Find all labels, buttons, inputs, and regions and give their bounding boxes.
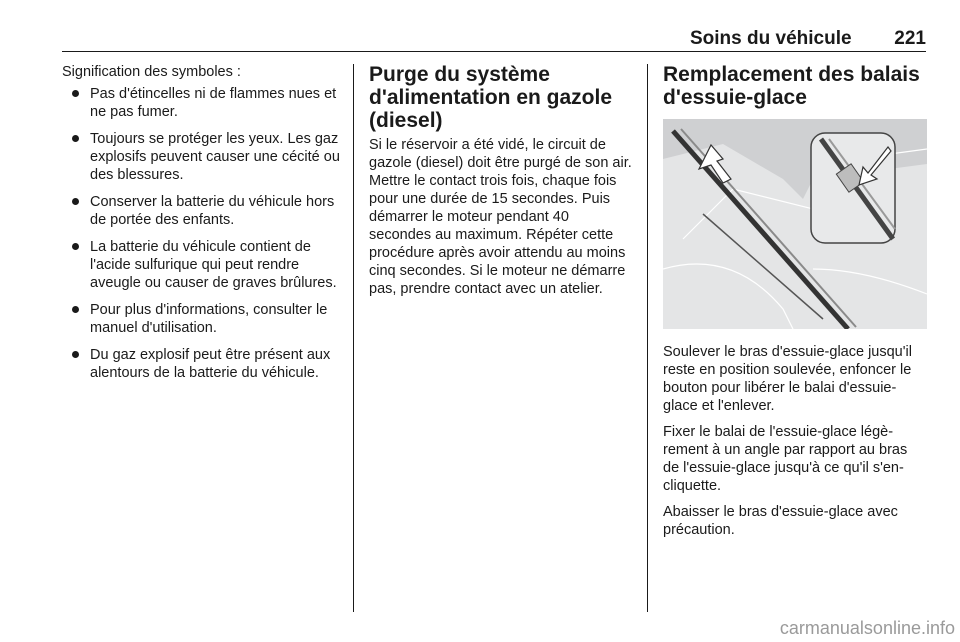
bullet-icon <box>72 306 79 313</box>
page-header-title: Soins du véhicule <box>690 28 852 49</box>
symbols-intro: Signification des symboles : <box>62 64 241 80</box>
list-item: Conserver la batterie du véhicule hors de portée des enfants. <box>62 193 346 229</box>
header-divider <box>62 51 926 52</box>
wiper-blade-illustration <box>663 119 927 329</box>
wiper-blade-drawing <box>663 119 927 329</box>
list-item: Pas d'étincelles ni de flammes nues et ne pas fumer. <box>62 85 346 121</box>
column-battery-symbols <box>62 63 346 391</box>
list-item: Toujours se protéger les yeux. Les gaz explosifs peuvent causer une cécité ou des blessures. <box>62 130 346 184</box>
bullet-icon <box>72 135 79 142</box>
column-diesel-purge <box>369 63 633 306</box>
list-item: Du gaz explosif peut être présent aux alentours de la batterie du véhicule. <box>62 346 346 382</box>
column-divider-left <box>353 64 354 612</box>
bullet-icon <box>72 243 79 250</box>
wiper-step-3: Abaisser le bras d'essuie-glace avec précaution. <box>663 504 898 538</box>
bullet-icon <box>72 198 79 205</box>
watermark: carmanualsonline.info <box>779 618 955 638</box>
page-number: 221 <box>894 28 926 49</box>
column-wiper-replacement <box>663 63 927 547</box>
section-heading-diesel-purge: Purge du système d'alimentation en gazole (diesel) <box>369 63 613 132</box>
bullet-icon <box>72 351 79 358</box>
column-divider-right <box>647 64 648 612</box>
wiper-step-2: Fixer le balai de l'essuie-glace légèrement à un angle par rapport au bras de l'essuie-glace jusqu'à ce qu'il s'encliquette. <box>663 424 908 494</box>
section-heading-wiper-replacement: Remplacement des balais d'essuie-glace <box>663 63 920 109</box>
list-item: La batterie du véhicule contient de l'acide sulfurique qui peut rendre aveugle ou causer de graves brûlures. <box>62 238 346 292</box>
diesel-purge-text: Si le réservoir a été vidé, le circuit de gazole (diesel) doit être purgé de son air. Mettre le contact trois fois, chaque fois pour une durée de 15 secondes. Puis démarrer le moteur pendant 40 secondes au maximum. Répéter cette procédure après avoir attendu au moins cinq secondes. Si le moteur ne démarre pas, prendre contact avec un atelier. <box>369 137 632 297</box>
list-item: Pour plus d'informations, consulter le manuel d'utilisation. <box>62 301 346 337</box>
bullet-icon <box>72 90 79 97</box>
symbols-list <box>62 85 346 382</box>
wiper-step-1: Soulever le bras d'essuie-glace jusqu'il reste en position soulevée, enfoncer le bouton pour libérer le balai d'essuie-glace et l'enlever. <box>663 344 912 414</box>
